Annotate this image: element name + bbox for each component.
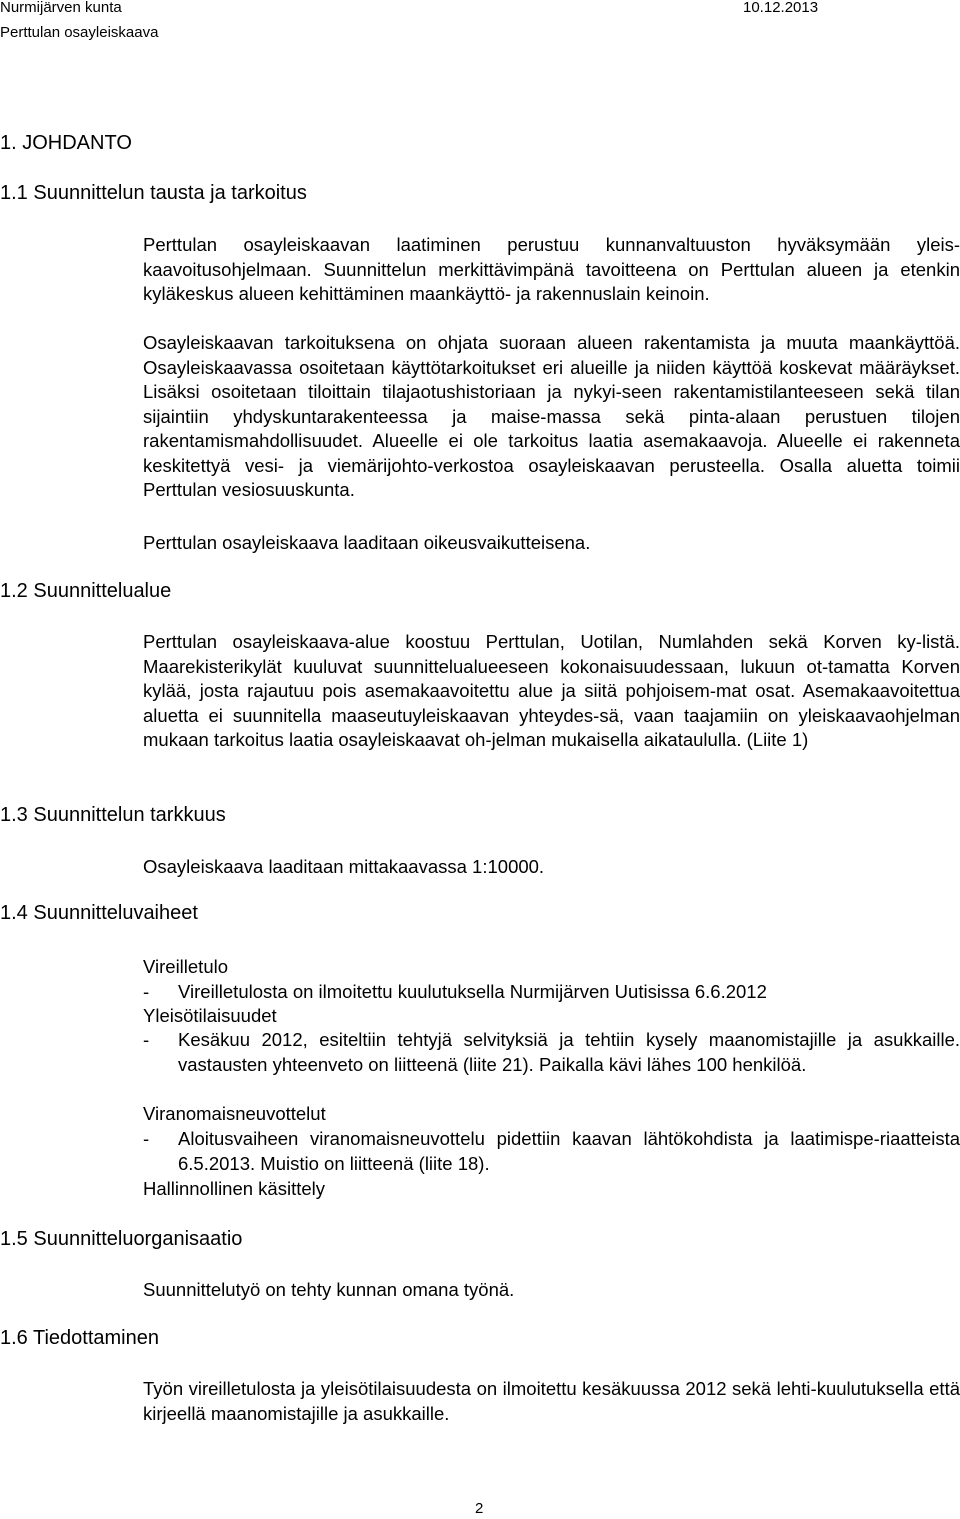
chapter-title: 1. JOHDANTO [0,132,132,154]
section-1-1-p1 [143,233,960,307]
section-1-6-title: 1.6 Tiedottaminen [0,1327,159,1349]
section-1-3-p1: Osayleiskaava laaditaan mittakaavassa 1:10000. [143,856,545,877]
hallinnollinen-label: Hallinnollinen käsittely [143,1178,326,1199]
list-item-text: Vireilletulosta on ilmoitettu kuulutuksella Nurmijärven Uutisissa 6.6.2012 [178,981,767,1002]
header-org: Nurmijärven kunta [0,0,122,16]
section-1-4-title: 1.4 Suunnitteluvaiheet [0,902,198,924]
header-doc-title: Perttulan osayleiskaava [0,24,159,41]
list-item-text: Kesäkuu 2012, esiteltiin tehtyjä selvityksiä ja tehtiin kysely maanomistajille ja asukkaille. vastausten yhteenveto on liitteenä (liite 21). Paikalla kävi lähes 100 henkilöä. [178,1029,960,1075]
viranomais-label: Viranomaisneuvottelut [143,1103,326,1124]
section-1-6-p1 [143,1377,960,1426]
section-1-3-title: 1.3 Suunnittelun tarkkuus [0,804,226,826]
list-dash: - [143,981,150,1002]
section-1-1-p2 [143,331,960,503]
vireilletulo-item [143,980,960,1005]
paragraph: Perttulan osayleiskaava-alue koostuu Perttulan, Uotilan, Numlahden sekä Korven ky-listä. Maarekisterikylät kuuluvat suunnittelualueeseen kokonaisuudessaan, lukuun ot-tamatta Korven kylää, josta rajautuu pois asemakaavoitettu alue ja siitä pohjoisem-mat osat. Asemakaavoitettua aluetta ei suunnitella maaseutuyleiskaavan yhteydes-sä, vaan taajamiin on yleiskaavaohjelman mukaan tarkoitus laatia osayleiskaavat oh-jelman mukaisella aikataululla. (Liite 1) [143,631,960,750]
section-1-1-p3: Perttulan osayleiskaava laaditaan oikeusvaikutteisena. [143,532,591,553]
section-1-5-title: 1.5 Suunnitteluorganisaatio [0,1228,243,1250]
list-dash: - [143,1128,150,1149]
section-1-2-p1 [143,630,960,753]
paragraph: Työn vireilletulosta ja yleisötilaisuudesta on ilmoitettu kesäkuussa 2012 sekä lehti-kuulutuksella että kirjeellä maanomistajille ja asukkaille. [143,1378,960,1424]
section-1-5-p1: Suunnittelutyö on tehty kunnan omana työnä. [143,1279,515,1300]
viranomais-item [143,1127,960,1177]
list-item-text: Aloitusvaiheen viranomaisneuvottelu pidettiin kaavan lähtökohdista ja laatimispe-riaatteista 6.5.2013. Muistio on liitteenä (liite 18). [178,1128,960,1174]
list-dash: - [143,1029,150,1050]
section-1-1-title: 1.1 Suunnittelun tausta ja tarkoitus [0,182,307,204]
paragraph: Osayleiskaavan tarkoituksena on ohjata suoraan alueen rakentamista ja muuta maankäyttöä. Osayleiskaavassa osoitetaan käyttötarkoitukset eri alueille ja niiden käyttöä koskevat määräykset. Lisäksi osoitetaan tiloittain tilajaotushistoriaan ja nykyi-seen rakentamistilanteeseen sekä tilan sijaintiin yhdyskuntarakenteessa ja maise-massa sekä pinta-alaan perustuen tilojen rakentamismahdollisuudet. Alueelle ei ole tarkoitus laatia asemakaavoja. Alueelle ei rakenneta keskitettyä vesi- ja viemärijohto-verkostoa osayleiskaavan perusteella. Osalla aluetta toimii Perttulan vesiosuuskunta. [143,332,960,500]
header-date: 10.12.2013 [743,0,819,16]
yleisotilaisuudet-label: Yleisötilaisuudet [143,1005,277,1026]
paragraph: Perttulan osayleiskaavan laatiminen perustuu kunnanvaltuuston hyväksymään yleis-kaavoitusohjelmaan. Suunnittelun merkittävimpänä tavoitteena on Perttulan alueen ja etenkin kyläkeskus alueen kehittäminen maankäyttö- ja rakennuslain keinoin. [143,234,960,304]
section-1-2-title: 1.2 Suunnittelualue [0,580,172,602]
yleisotilaisuudet-item [143,1028,960,1102]
page-number: 2 [475,1500,484,1517]
vireilletulo-label: Vireilletulo [143,956,229,977]
